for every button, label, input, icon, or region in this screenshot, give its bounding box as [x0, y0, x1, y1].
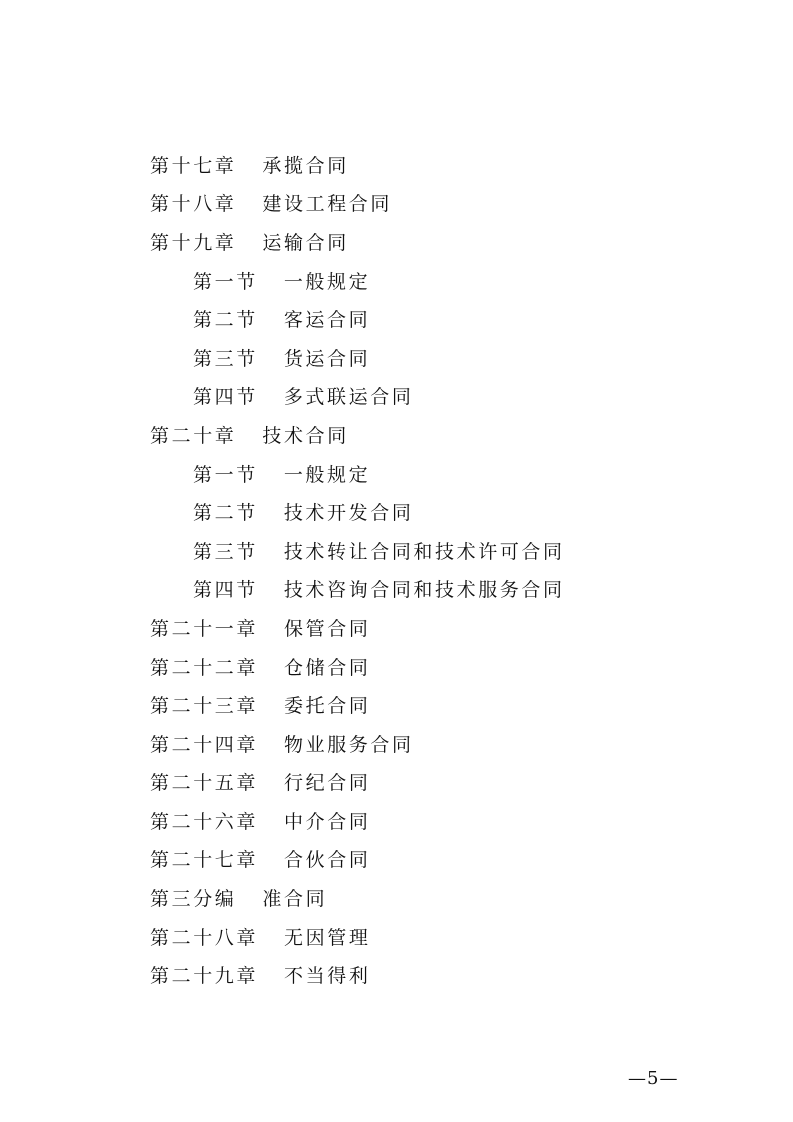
toc-number: 第二十章 [150, 424, 237, 447]
toc-section [150, 492, 710, 531]
toc-number: 第一节 [193, 270, 258, 293]
toc-title: 委托合同 [284, 695, 371, 718]
toc-title: 物业服务合同 [284, 733, 414, 756]
toc-title: 一般规定 [283, 270, 371, 293]
toc-number: 第二十七章 [150, 849, 259, 872]
toc-chapter-20 [150, 415, 710, 454]
toc-chapter-22 [150, 647, 710, 686]
toc-title: 准合同 [262, 888, 328, 911]
toc-number: 第二十三章 [150, 695, 259, 718]
toc-title: 中介合同 [284, 810, 371, 833]
toc-number: 第一节 [193, 463, 258, 486]
toc-number: 第二十九章 [150, 965, 259, 988]
toc-title: 客运合同 [283, 309, 371, 332]
toc-number: 第二节 [193, 502, 258, 525]
toc-section [150, 261, 710, 300]
toc-title: 一般规定 [283, 463, 371, 486]
toc-number: 第二十五章 [150, 772, 259, 795]
toc-number: 第三分编 [150, 888, 237, 911]
toc-section [150, 531, 710, 570]
toc-title: 行纪合同 [284, 772, 371, 795]
toc-chapter-24 [150, 724, 710, 763]
toc-section [150, 570, 710, 609]
toc-title: 不当得利 [284, 965, 371, 988]
toc-title: 技术咨询合同和技术服务合同 [283, 579, 565, 602]
toc-number: 第十七章 [150, 154, 237, 177]
toc-number: 第二十四章 [150, 733, 259, 756]
toc-title: 运输合同 [262, 231, 349, 254]
toc-title: 货运合同 [283, 347, 371, 370]
toc-section [150, 454, 710, 493]
toc-number: 第二十六章 [150, 810, 259, 833]
toc-chapter-29 [150, 955, 710, 994]
toc-title: 合伙合同 [284, 849, 371, 872]
toc-number: 第二十二章 [150, 656, 259, 679]
toc-title: 无因管理 [284, 926, 371, 949]
toc-title: 多式联运合同 [283, 386, 414, 409]
toc-chapter-28 [150, 917, 710, 956]
table-of-contents [150, 145, 710, 994]
toc-section [150, 338, 710, 377]
toc-title: 仓储合同 [284, 656, 371, 679]
toc-section [150, 299, 710, 338]
toc-title: 技术合同 [262, 424, 349, 447]
toc-number: 第二十八章 [150, 926, 259, 949]
toc-number: 第四节 [193, 579, 258, 602]
toc-section [150, 377, 710, 416]
toc-number: 第四节 [193, 386, 258, 409]
toc-number: 第三节 [193, 540, 258, 563]
toc-chapter-25 [150, 763, 710, 802]
page-number: —5— [628, 1068, 679, 1089]
toc-number: 第三节 [193, 347, 258, 370]
toc-title: 承揽合同 [262, 154, 349, 177]
toc-chapter-23 [150, 685, 710, 724]
toc-title: 建设工程合同 [262, 193, 393, 216]
toc-chapter-21 [150, 608, 710, 647]
toc-chapter-17 [150, 145, 710, 184]
toc-title: 技术转让合同和技术许可合同 [283, 540, 565, 563]
toc-chapter-19 [150, 222, 710, 261]
toc-title: 技术开发合同 [283, 502, 414, 525]
toc-chapter-26 [150, 801, 710, 840]
toc-chapter-27 [150, 840, 710, 879]
toc-chapter-18 [150, 184, 710, 223]
toc-number: 第十八章 [150, 193, 237, 216]
toc-number: 第二十一章 [150, 617, 259, 640]
toc-number: 第二节 [193, 309, 258, 332]
toc-number: 第十九章 [150, 231, 237, 254]
toc-part-3 [150, 878, 710, 917]
toc-title: 保管合同 [284, 617, 371, 640]
